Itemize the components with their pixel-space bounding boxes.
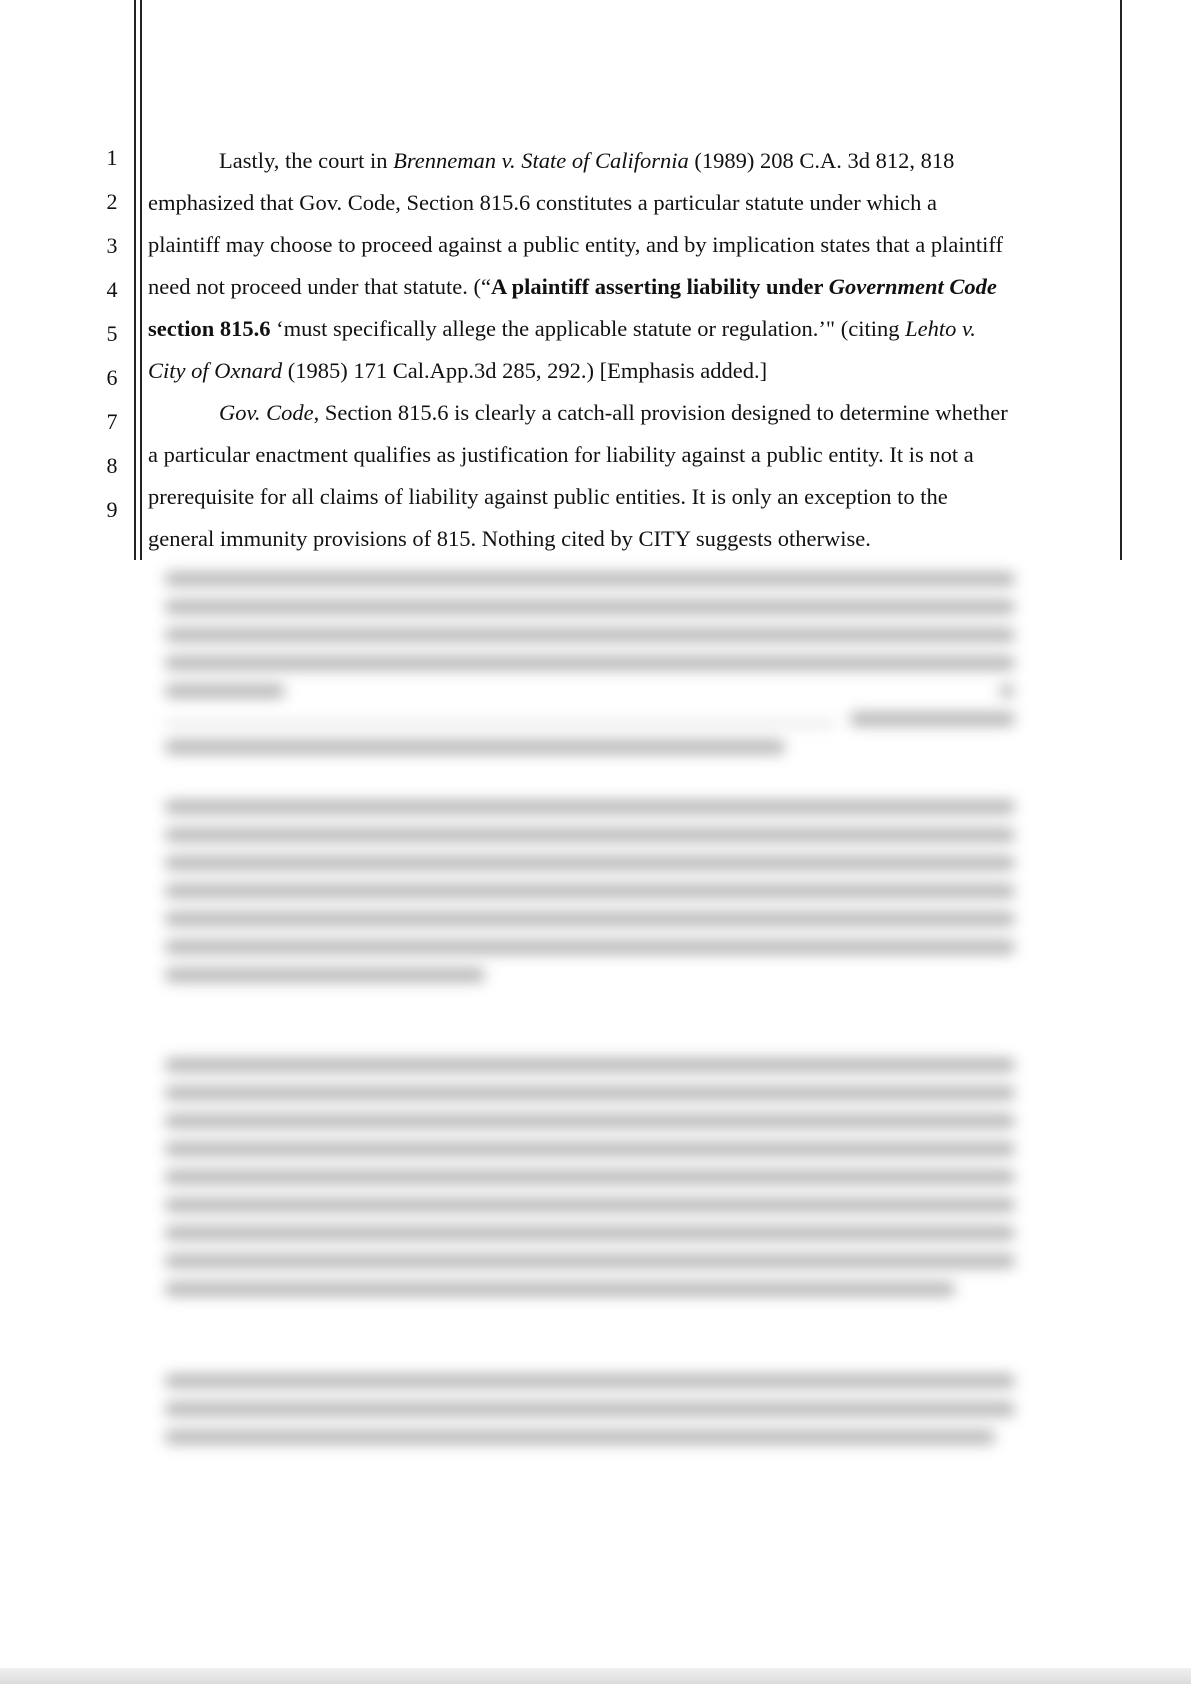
line-number: 6 [106,365,118,390]
blurred-text-line [165,1374,1015,1388]
blurred-text-line [165,628,1015,642]
blurred-text-line [165,1254,1015,1268]
emphasized-section: section 815.6 [148,316,271,341]
line-number: 1 [106,145,118,170]
blurred-content-region [0,560,1191,1684]
blurred-text-line [1000,684,1014,698]
case-citation: City of Oxnard [148,358,283,383]
paragraph-2-line: Gov. Code, Section 815.6 is clearly a catch-all provision designed to determine whether [219,400,1008,425]
line-number: 5 [106,321,118,346]
blurred-text-line [850,712,1015,726]
blurred-text-line [165,1198,1015,1212]
paragraph-2-line: a particular enactment qualifies as justification for liability against a public entity. It is not a [148,442,974,467]
blurred-text-line [165,656,1015,670]
paragraph-1-line: section 815.6 ‘must specifically allege the applicable statute or regulation.’" (citing Lehto v. [148,316,976,341]
line-number: 9 [106,497,118,522]
blurred-underline [165,722,835,725]
paragraph-1-line: emphasized that Gov. Code, Section 815.6 constitutes a particular statute under which a [148,190,937,215]
line-number: 4 [106,277,118,302]
blurred-text-line [165,1058,1015,1072]
blurred-text-line [165,1430,995,1444]
paragraph-1-line: City of Oxnard (1985) 171 Cal.App.3d 285, 292.) [Emphasis added.] [148,358,768,383]
blurred-text-line [165,600,1015,614]
page-bottom-edge [0,1668,1191,1684]
left-margin-rule-inner [140,0,142,560]
blurred-text-line [165,912,1015,926]
line-number: 2 [106,189,118,214]
case-citation: Brenneman v. State of California [393,148,689,173]
blurred-text-line [165,684,285,698]
left-margin-rule [134,0,136,560]
code-reference: Gov. Code [219,400,314,425]
blurred-text-line [165,828,1015,842]
blurred-text-line [165,800,1015,814]
paragraph-1-line: plaintiff may choose to proceed against a public entity, and by implication states that a plaintiff [148,232,1003,257]
paragraph-1-line: Lastly, the court in Brenneman v. State of California (1989) 208 C.A. 3d 812, 818 [219,148,955,173]
blurred-text-line [165,1226,1015,1240]
case-citation: Lehto v. [905,316,976,341]
blurred-text-line [165,740,785,754]
blurred-text-line [165,884,1015,898]
blurred-text-line [165,940,1015,954]
blurred-text-line [165,1114,1015,1128]
line-number: 8 [106,453,118,478]
emphasized-quote: A plaintiff asserting liability under [490,274,829,299]
blurred-text-line [165,1170,1015,1184]
body-text [148,140,1078,560]
paragraph-2-line: general immunity provisions of 815. Nothing cited by CITY suggests otherwise. [148,526,871,551]
blurred-text-line [165,1282,955,1296]
paragraph-1-line: need not proceed under that statute. (“A plaintiff asserting liability under Government Code [148,274,997,299]
blurred-text-line [165,1086,1015,1100]
emphasized-statute: Government Code [828,274,997,299]
line-number: 7 [106,409,118,434]
blurred-text-line [165,856,1015,870]
line-number: 3 [106,233,118,258]
blurred-text-line [165,968,485,982]
blurred-text-line [165,1142,1015,1156]
right-margin-rule [1120,0,1122,560]
blurred-text-line [165,1402,1015,1416]
paragraph-2-line: prerequisite for all claims of liability against public entities. It is only an exception to the [148,484,948,509]
blurred-text-line [165,572,1015,586]
